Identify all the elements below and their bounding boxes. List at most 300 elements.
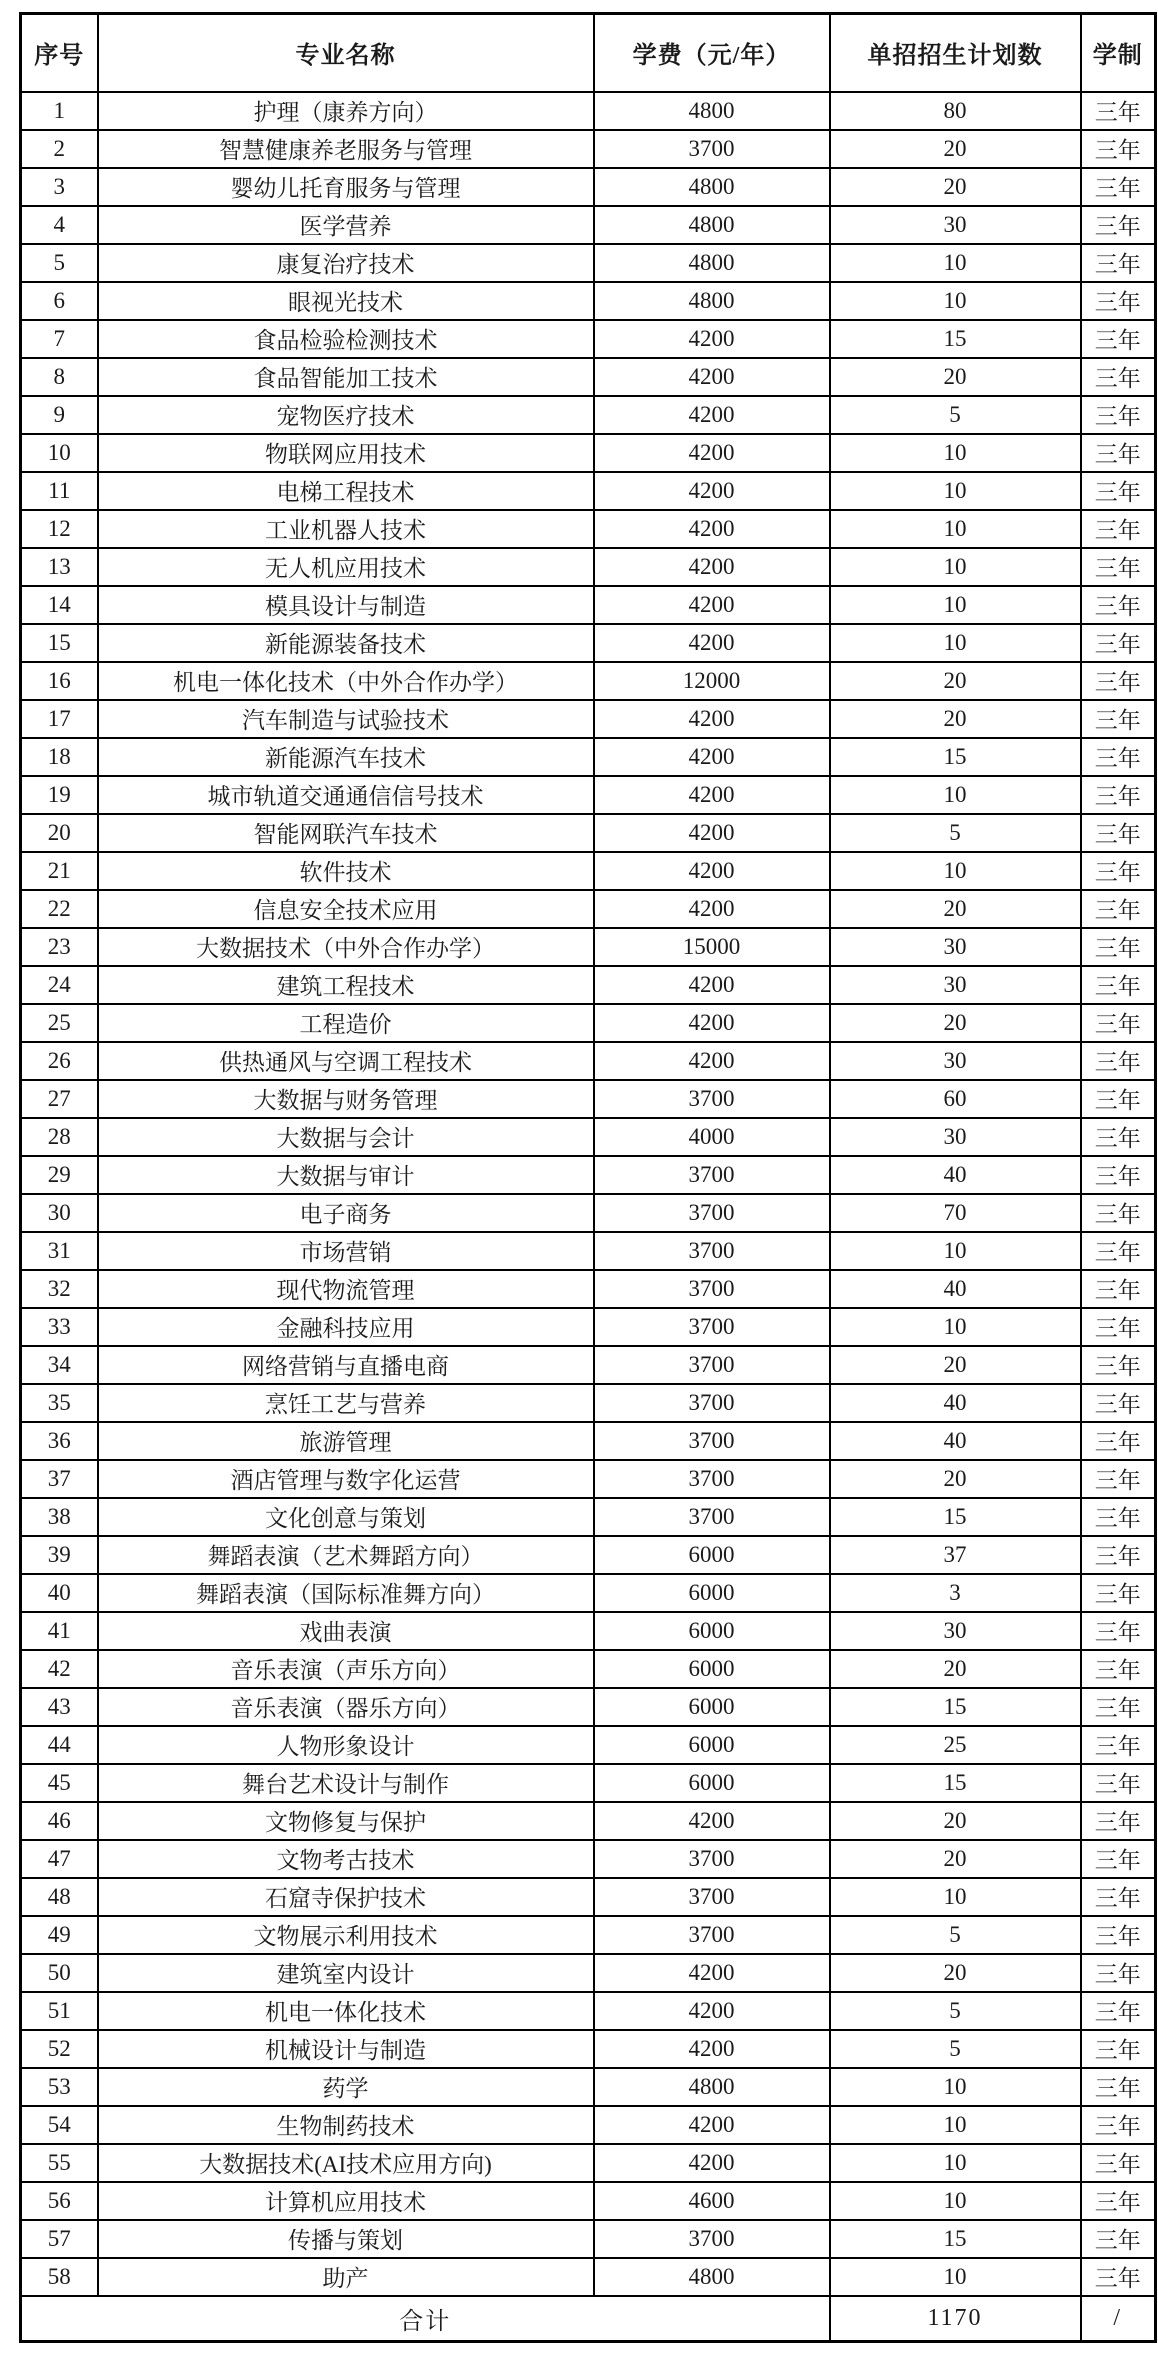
plan-count-cell: 10	[830, 776, 1081, 814]
duration-cell: 三年	[1081, 396, 1156, 434]
plan-count-cell: 30	[830, 1612, 1081, 1650]
row-number-cell: 27	[21, 1080, 98, 1118]
duration-cell: 三年	[1081, 1536, 1156, 1574]
major-name-cell: 舞蹈表演（国际标准舞方向）	[98, 1574, 594, 1612]
table-row	[21, 1726, 1156, 1764]
plan-count-cell: 10	[830, 282, 1081, 320]
major-name-cell: 音乐表演（声乐方向）	[98, 1650, 594, 1688]
table-row	[21, 662, 1156, 700]
tuition-cell: 3700	[594, 1422, 830, 1460]
major-name-cell: 护理（康养方向）	[98, 92, 594, 130]
major-name-cell: 文物考古技术	[98, 1840, 594, 1878]
row-number-cell: 44	[21, 1726, 98, 1764]
tuition-cell: 4200	[594, 2144, 830, 2182]
row-number-cell: 11	[21, 472, 98, 510]
duration-cell: 三年	[1081, 472, 1156, 510]
tuition-cell: 4200	[594, 966, 830, 1004]
duration-cell: 三年	[1081, 92, 1156, 130]
major-name-cell: 网络营销与直播电商	[98, 1346, 594, 1384]
row-number-cell: 45	[21, 1764, 98, 1802]
plan-count-cell: 5	[830, 1992, 1081, 2030]
table-row	[21, 776, 1156, 814]
plan-count-cell: 15	[830, 1498, 1081, 1536]
table-row	[21, 510, 1156, 548]
total-duration-cell: /	[1081, 2296, 1156, 2342]
plan-count-cell: 40	[830, 1422, 1081, 1460]
table-row	[21, 1346, 1156, 1384]
tuition-cell: 4800	[594, 2068, 830, 2106]
total-label-cell: 合计	[21, 2296, 830, 2342]
table-row	[21, 92, 1156, 130]
header-duration: 学制	[1081, 14, 1156, 92]
major-name-cell: 酒店管理与数字化运营	[98, 1460, 594, 1498]
plan-count-cell: 40	[830, 1384, 1081, 1422]
plan-count-cell: 20	[830, 1802, 1081, 1840]
duration-cell: 三年	[1081, 624, 1156, 662]
table-row	[21, 1042, 1156, 1080]
table-row	[21, 1308, 1156, 1346]
plan-count-cell: 20	[830, 700, 1081, 738]
tuition-cell: 4200	[594, 852, 830, 890]
tuition-cell: 4200	[594, 320, 830, 358]
tuition-cell: 4200	[594, 2030, 830, 2068]
table-row	[21, 586, 1156, 624]
duration-cell: 三年	[1081, 586, 1156, 624]
duration-cell: 三年	[1081, 548, 1156, 586]
row-number-cell: 28	[21, 1118, 98, 1156]
major-name-cell: 大数据技术(AI技术应用方向)	[98, 2144, 594, 2182]
plan-count-cell: 10	[830, 1232, 1081, 1270]
tuition-cell: 4200	[594, 586, 830, 624]
duration-cell: 三年	[1081, 2144, 1156, 2182]
tuition-cell: 3700	[594, 1384, 830, 1422]
plan-count-cell: 40	[830, 1270, 1081, 1308]
major-name-cell: 机械设计与制造	[98, 2030, 594, 2068]
duration-cell: 三年	[1081, 1802, 1156, 1840]
duration-cell: 三年	[1081, 814, 1156, 852]
major-name-cell: 烹饪工艺与营养	[98, 1384, 594, 1422]
tuition-cell: 4200	[594, 1042, 830, 1080]
plan-count-cell: 10	[830, 244, 1081, 282]
table-row	[21, 2068, 1156, 2106]
header-plan-count: 单招招生计划数	[830, 14, 1081, 92]
total-row	[21, 2296, 1156, 2342]
duration-cell: 三年	[1081, 510, 1156, 548]
row-number-cell: 55	[21, 2144, 98, 2182]
plan-count-cell: 15	[830, 2220, 1081, 2258]
tuition-cell: 4200	[594, 624, 830, 662]
table-row	[21, 1384, 1156, 1422]
plan-count-cell: 80	[830, 92, 1081, 130]
table-row	[21, 320, 1156, 358]
tuition-cell: 4200	[594, 1954, 830, 1992]
table-row	[21, 206, 1156, 244]
row-number-cell: 13	[21, 548, 98, 586]
duration-cell: 三年	[1081, 1650, 1156, 1688]
major-name-cell: 智能网联汽车技术	[98, 814, 594, 852]
plan-count-cell: 25	[830, 1726, 1081, 1764]
duration-cell: 三年	[1081, 1840, 1156, 1878]
row-number-cell: 22	[21, 890, 98, 928]
table-row	[21, 2144, 1156, 2182]
table-row	[21, 472, 1156, 510]
tuition-cell: 4200	[594, 510, 830, 548]
table-row	[21, 1840, 1156, 1878]
table-row	[21, 358, 1156, 396]
table-row	[21, 2106, 1156, 2144]
duration-cell: 三年	[1081, 1422, 1156, 1460]
tuition-cell: 4800	[594, 282, 830, 320]
major-name-cell: 机电一体化技术（中外合作办学）	[98, 662, 594, 700]
table-row	[21, 548, 1156, 586]
row-number-cell: 3	[21, 168, 98, 206]
row-number-cell: 38	[21, 1498, 98, 1536]
tuition-cell: 4200	[594, 700, 830, 738]
plan-count-cell: 15	[830, 1688, 1081, 1726]
duration-cell: 三年	[1081, 738, 1156, 776]
total-count-cell: 1170	[830, 2296, 1081, 2342]
duration-cell: 三年	[1081, 282, 1156, 320]
table-row	[21, 928, 1156, 966]
row-number-cell: 1	[21, 92, 98, 130]
duration-cell: 三年	[1081, 1954, 1156, 1992]
table-row	[21, 130, 1156, 168]
major-name-cell: 模具设计与制造	[98, 586, 594, 624]
duration-cell: 三年	[1081, 1764, 1156, 1802]
plan-count-cell: 37	[830, 1536, 1081, 1574]
major-name-cell: 大数据与审计	[98, 1156, 594, 1194]
major-name-cell: 智慧健康养老服务与管理	[98, 130, 594, 168]
table-row	[21, 1612, 1156, 1650]
row-number-cell: 18	[21, 738, 98, 776]
table-row	[21, 1460, 1156, 1498]
row-number-cell: 30	[21, 1194, 98, 1232]
major-name-cell: 食品检验检测技术	[98, 320, 594, 358]
duration-cell: 三年	[1081, 662, 1156, 700]
duration-cell: 三年	[1081, 2106, 1156, 2144]
duration-cell: 三年	[1081, 2182, 1156, 2220]
duration-cell: 三年	[1081, 1992, 1156, 2030]
tuition-cell: 3700	[594, 1270, 830, 1308]
table-row	[21, 1954, 1156, 1992]
plan-count-cell: 10	[830, 434, 1081, 472]
major-name-cell: 传播与策划	[98, 2220, 594, 2258]
duration-cell: 三年	[1081, 320, 1156, 358]
tuition-cell: 4800	[594, 244, 830, 282]
plan-count-cell: 20	[830, 358, 1081, 396]
major-name-cell: 药学	[98, 2068, 594, 2106]
plan-count-cell: 30	[830, 1118, 1081, 1156]
tuition-cell: 4200	[594, 548, 830, 586]
plan-count-cell: 5	[830, 1916, 1081, 1954]
major-name-cell: 文物修复与保护	[98, 1802, 594, 1840]
plan-count-cell: 10	[830, 472, 1081, 510]
major-name-cell: 城市轨道交通通信信号技术	[98, 776, 594, 814]
row-number-cell: 49	[21, 1916, 98, 1954]
table-row	[21, 890, 1156, 928]
row-number-cell: 10	[21, 434, 98, 472]
row-number-cell: 36	[21, 1422, 98, 1460]
tuition-cell: 6000	[594, 1536, 830, 1574]
tuition-cell: 3700	[594, 1232, 830, 1270]
duration-cell: 三年	[1081, 1232, 1156, 1270]
duration-cell: 三年	[1081, 1118, 1156, 1156]
duration-cell: 三年	[1081, 890, 1156, 928]
plan-count-cell: 10	[830, 2258, 1081, 2296]
major-name-cell: 石窟寺保护技术	[98, 1878, 594, 1916]
table-row	[21, 282, 1156, 320]
duration-cell: 三年	[1081, 2258, 1156, 2296]
table-row	[21, 1650, 1156, 1688]
row-number-cell: 19	[21, 776, 98, 814]
tuition-cell: 4200	[594, 738, 830, 776]
table-row	[21, 1536, 1156, 1574]
tuition-cell: 4800	[594, 92, 830, 130]
plan-count-cell: 30	[830, 1042, 1081, 1080]
tuition-cell: 4800	[594, 206, 830, 244]
table-row	[21, 396, 1156, 434]
table-row	[21, 1270, 1156, 1308]
major-name-cell: 新能源装备技术	[98, 624, 594, 662]
duration-cell: 三年	[1081, 2068, 1156, 2106]
plan-count-cell: 20	[830, 662, 1081, 700]
table-row	[21, 852, 1156, 890]
major-name-cell: 婴幼儿托育服务与管理	[98, 168, 594, 206]
duration-cell: 三年	[1081, 776, 1156, 814]
row-number-cell: 25	[21, 1004, 98, 1042]
table-row	[21, 1992, 1156, 2030]
plan-count-cell: 5	[830, 814, 1081, 852]
row-number-cell: 17	[21, 700, 98, 738]
table-row	[21, 1802, 1156, 1840]
duration-cell: 三年	[1081, 244, 1156, 282]
major-name-cell: 金融科技应用	[98, 1308, 594, 1346]
plan-count-cell: 10	[830, 2144, 1081, 2182]
row-number-cell: 7	[21, 320, 98, 358]
major-name-cell: 眼视光技术	[98, 282, 594, 320]
tuition-cell: 4200	[594, 814, 830, 852]
plan-count-cell: 15	[830, 1764, 1081, 1802]
duration-cell: 三年	[1081, 1498, 1156, 1536]
tuition-cell: 3700	[594, 1346, 830, 1384]
major-name-cell: 电梯工程技术	[98, 472, 594, 510]
table-row	[21, 966, 1156, 1004]
plan-count-cell: 20	[830, 1840, 1081, 1878]
tuition-cell: 4200	[594, 358, 830, 396]
duration-cell: 三年	[1081, 1042, 1156, 1080]
major-name-cell: 机电一体化技术	[98, 1992, 594, 2030]
row-number-cell: 2	[21, 130, 98, 168]
row-number-cell: 56	[21, 2182, 98, 2220]
row-number-cell: 32	[21, 1270, 98, 1308]
tuition-cell: 4200	[594, 396, 830, 434]
major-name-cell: 建筑工程技术	[98, 966, 594, 1004]
row-number-cell: 57	[21, 2220, 98, 2258]
duration-cell: 三年	[1081, 1916, 1156, 1954]
row-number-cell: 50	[21, 1954, 98, 1992]
plan-count-cell: 10	[830, 1308, 1081, 1346]
duration-cell: 三年	[1081, 1574, 1156, 1612]
plan-count-cell: 30	[830, 966, 1081, 1004]
table-row	[21, 1764, 1156, 1802]
plan-count-cell: 40	[830, 1156, 1081, 1194]
row-number-cell: 41	[21, 1612, 98, 1650]
tuition-cell: 3700	[594, 1156, 830, 1194]
plan-count-cell: 10	[830, 586, 1081, 624]
major-name-cell: 市场营销	[98, 1232, 594, 1270]
enrollment-plan-table	[19, 12, 1157, 2343]
row-number-cell: 47	[21, 1840, 98, 1878]
row-number-cell: 23	[21, 928, 98, 966]
major-name-cell: 大数据技术（中外合作办学）	[98, 928, 594, 966]
tuition-cell: 3700	[594, 1194, 830, 1232]
tuition-cell: 3700	[594, 2220, 830, 2258]
major-name-cell: 舞台艺术设计与制作	[98, 1764, 594, 1802]
row-number-cell: 54	[21, 2106, 98, 2144]
page	[19, 12, 1157, 2343]
tuition-cell: 4800	[594, 2258, 830, 2296]
major-name-cell: 助产	[98, 2258, 594, 2296]
plan-count-cell: 20	[830, 890, 1081, 928]
duration-cell: 三年	[1081, 1270, 1156, 1308]
plan-count-cell: 10	[830, 1878, 1081, 1916]
table-row	[21, 2030, 1156, 2068]
tuition-cell: 3700	[594, 1498, 830, 1536]
plan-count-cell: 10	[830, 2068, 1081, 2106]
table-row	[21, 2258, 1156, 2296]
row-number-cell: 39	[21, 1536, 98, 1574]
major-name-cell: 宠物医疗技术	[98, 396, 594, 434]
plan-count-cell: 5	[830, 2030, 1081, 2068]
row-number-cell: 29	[21, 1156, 98, 1194]
row-number-cell: 8	[21, 358, 98, 396]
plan-count-cell: 20	[830, 1346, 1081, 1384]
table-row	[21, 1118, 1156, 1156]
major-name-cell: 大数据与财务管理	[98, 1080, 594, 1118]
major-name-cell: 医学营养	[98, 206, 594, 244]
tuition-cell: 6000	[594, 1574, 830, 1612]
table-row	[21, 2220, 1156, 2258]
plan-count-cell: 30	[830, 206, 1081, 244]
plan-count-cell: 20	[830, 168, 1081, 206]
major-name-cell: 电子商务	[98, 1194, 594, 1232]
duration-cell: 三年	[1081, 1156, 1156, 1194]
header-tuition: 学费（元/年）	[594, 14, 830, 92]
duration-cell: 三年	[1081, 206, 1156, 244]
tuition-cell: 4200	[594, 2106, 830, 2144]
tuition-cell: 4200	[594, 1802, 830, 1840]
row-number-cell: 15	[21, 624, 98, 662]
header-major-name: 专业名称	[98, 14, 594, 92]
major-name-cell: 大数据与会计	[98, 1118, 594, 1156]
duration-cell: 三年	[1081, 130, 1156, 168]
duration-cell: 三年	[1081, 1726, 1156, 1764]
tuition-cell: 6000	[594, 1688, 830, 1726]
row-number-cell: 16	[21, 662, 98, 700]
major-name-cell: 文物展示利用技术	[98, 1916, 594, 1954]
plan-count-cell: 15	[830, 738, 1081, 776]
row-number-cell: 53	[21, 2068, 98, 2106]
tuition-cell: 3700	[594, 1460, 830, 1498]
tuition-cell: 4200	[594, 472, 830, 510]
table-row	[21, 1688, 1156, 1726]
row-number-cell: 51	[21, 1992, 98, 2030]
row-number-cell: 46	[21, 1802, 98, 1840]
major-name-cell: 人物形象设计	[98, 1726, 594, 1764]
table-row	[21, 434, 1156, 472]
duration-cell: 三年	[1081, 168, 1156, 206]
major-name-cell: 汽车制造与试验技术	[98, 700, 594, 738]
row-number-cell: 48	[21, 1878, 98, 1916]
major-name-cell: 无人机应用技术	[98, 548, 594, 586]
tuition-cell: 3700	[594, 130, 830, 168]
duration-cell: 三年	[1081, 2220, 1156, 2258]
row-number-cell: 35	[21, 1384, 98, 1422]
row-number-cell: 37	[21, 1460, 98, 1498]
major-name-cell: 工程造价	[98, 1004, 594, 1042]
row-number-cell: 14	[21, 586, 98, 624]
plan-count-cell: 60	[830, 1080, 1081, 1118]
tuition-cell: 12000	[594, 662, 830, 700]
table-row	[21, 1878, 1156, 1916]
table-body	[21, 92, 1156, 2296]
row-number-cell: 31	[21, 1232, 98, 1270]
row-number-cell: 21	[21, 852, 98, 890]
major-name-cell: 软件技术	[98, 852, 594, 890]
plan-count-cell: 10	[830, 2106, 1081, 2144]
tuition-cell: 15000	[594, 928, 830, 966]
tuition-cell: 3700	[594, 1840, 830, 1878]
tuition-cell: 4200	[594, 890, 830, 928]
table-row	[21, 814, 1156, 852]
row-number-cell: 24	[21, 966, 98, 1004]
major-name-cell: 食品智能加工技术	[98, 358, 594, 396]
plan-count-cell: 10	[830, 624, 1081, 662]
duration-cell: 三年	[1081, 1004, 1156, 1042]
tuition-cell: 3700	[594, 1308, 830, 1346]
plan-count-cell: 10	[830, 548, 1081, 586]
duration-cell: 三年	[1081, 852, 1156, 890]
tuition-cell: 4200	[594, 776, 830, 814]
duration-cell: 三年	[1081, 1384, 1156, 1422]
row-number-cell: 6	[21, 282, 98, 320]
row-number-cell: 58	[21, 2258, 98, 2296]
table-row	[21, 1080, 1156, 1118]
row-number-cell: 40	[21, 1574, 98, 1612]
plan-count-cell: 20	[830, 130, 1081, 168]
duration-cell: 三年	[1081, 1460, 1156, 1498]
duration-cell: 三年	[1081, 966, 1156, 1004]
table-row	[21, 1156, 1156, 1194]
major-name-cell: 工业机器人技术	[98, 510, 594, 548]
duration-cell: 三年	[1081, 1612, 1156, 1650]
duration-cell: 三年	[1081, 928, 1156, 966]
tuition-cell: 4000	[594, 1118, 830, 1156]
row-number-cell: 12	[21, 510, 98, 548]
plan-count-cell: 3	[830, 1574, 1081, 1612]
plan-count-cell: 5	[830, 396, 1081, 434]
major-name-cell: 新能源汽车技术	[98, 738, 594, 776]
plan-count-cell: 20	[830, 1004, 1081, 1042]
header-index: 序号	[21, 14, 98, 92]
row-number-cell: 9	[21, 396, 98, 434]
row-number-cell: 42	[21, 1650, 98, 1688]
duration-cell: 三年	[1081, 1080, 1156, 1118]
duration-cell: 三年	[1081, 1308, 1156, 1346]
plan-count-cell: 15	[830, 320, 1081, 358]
row-number-cell: 5	[21, 244, 98, 282]
duration-cell: 三年	[1081, 2030, 1156, 2068]
